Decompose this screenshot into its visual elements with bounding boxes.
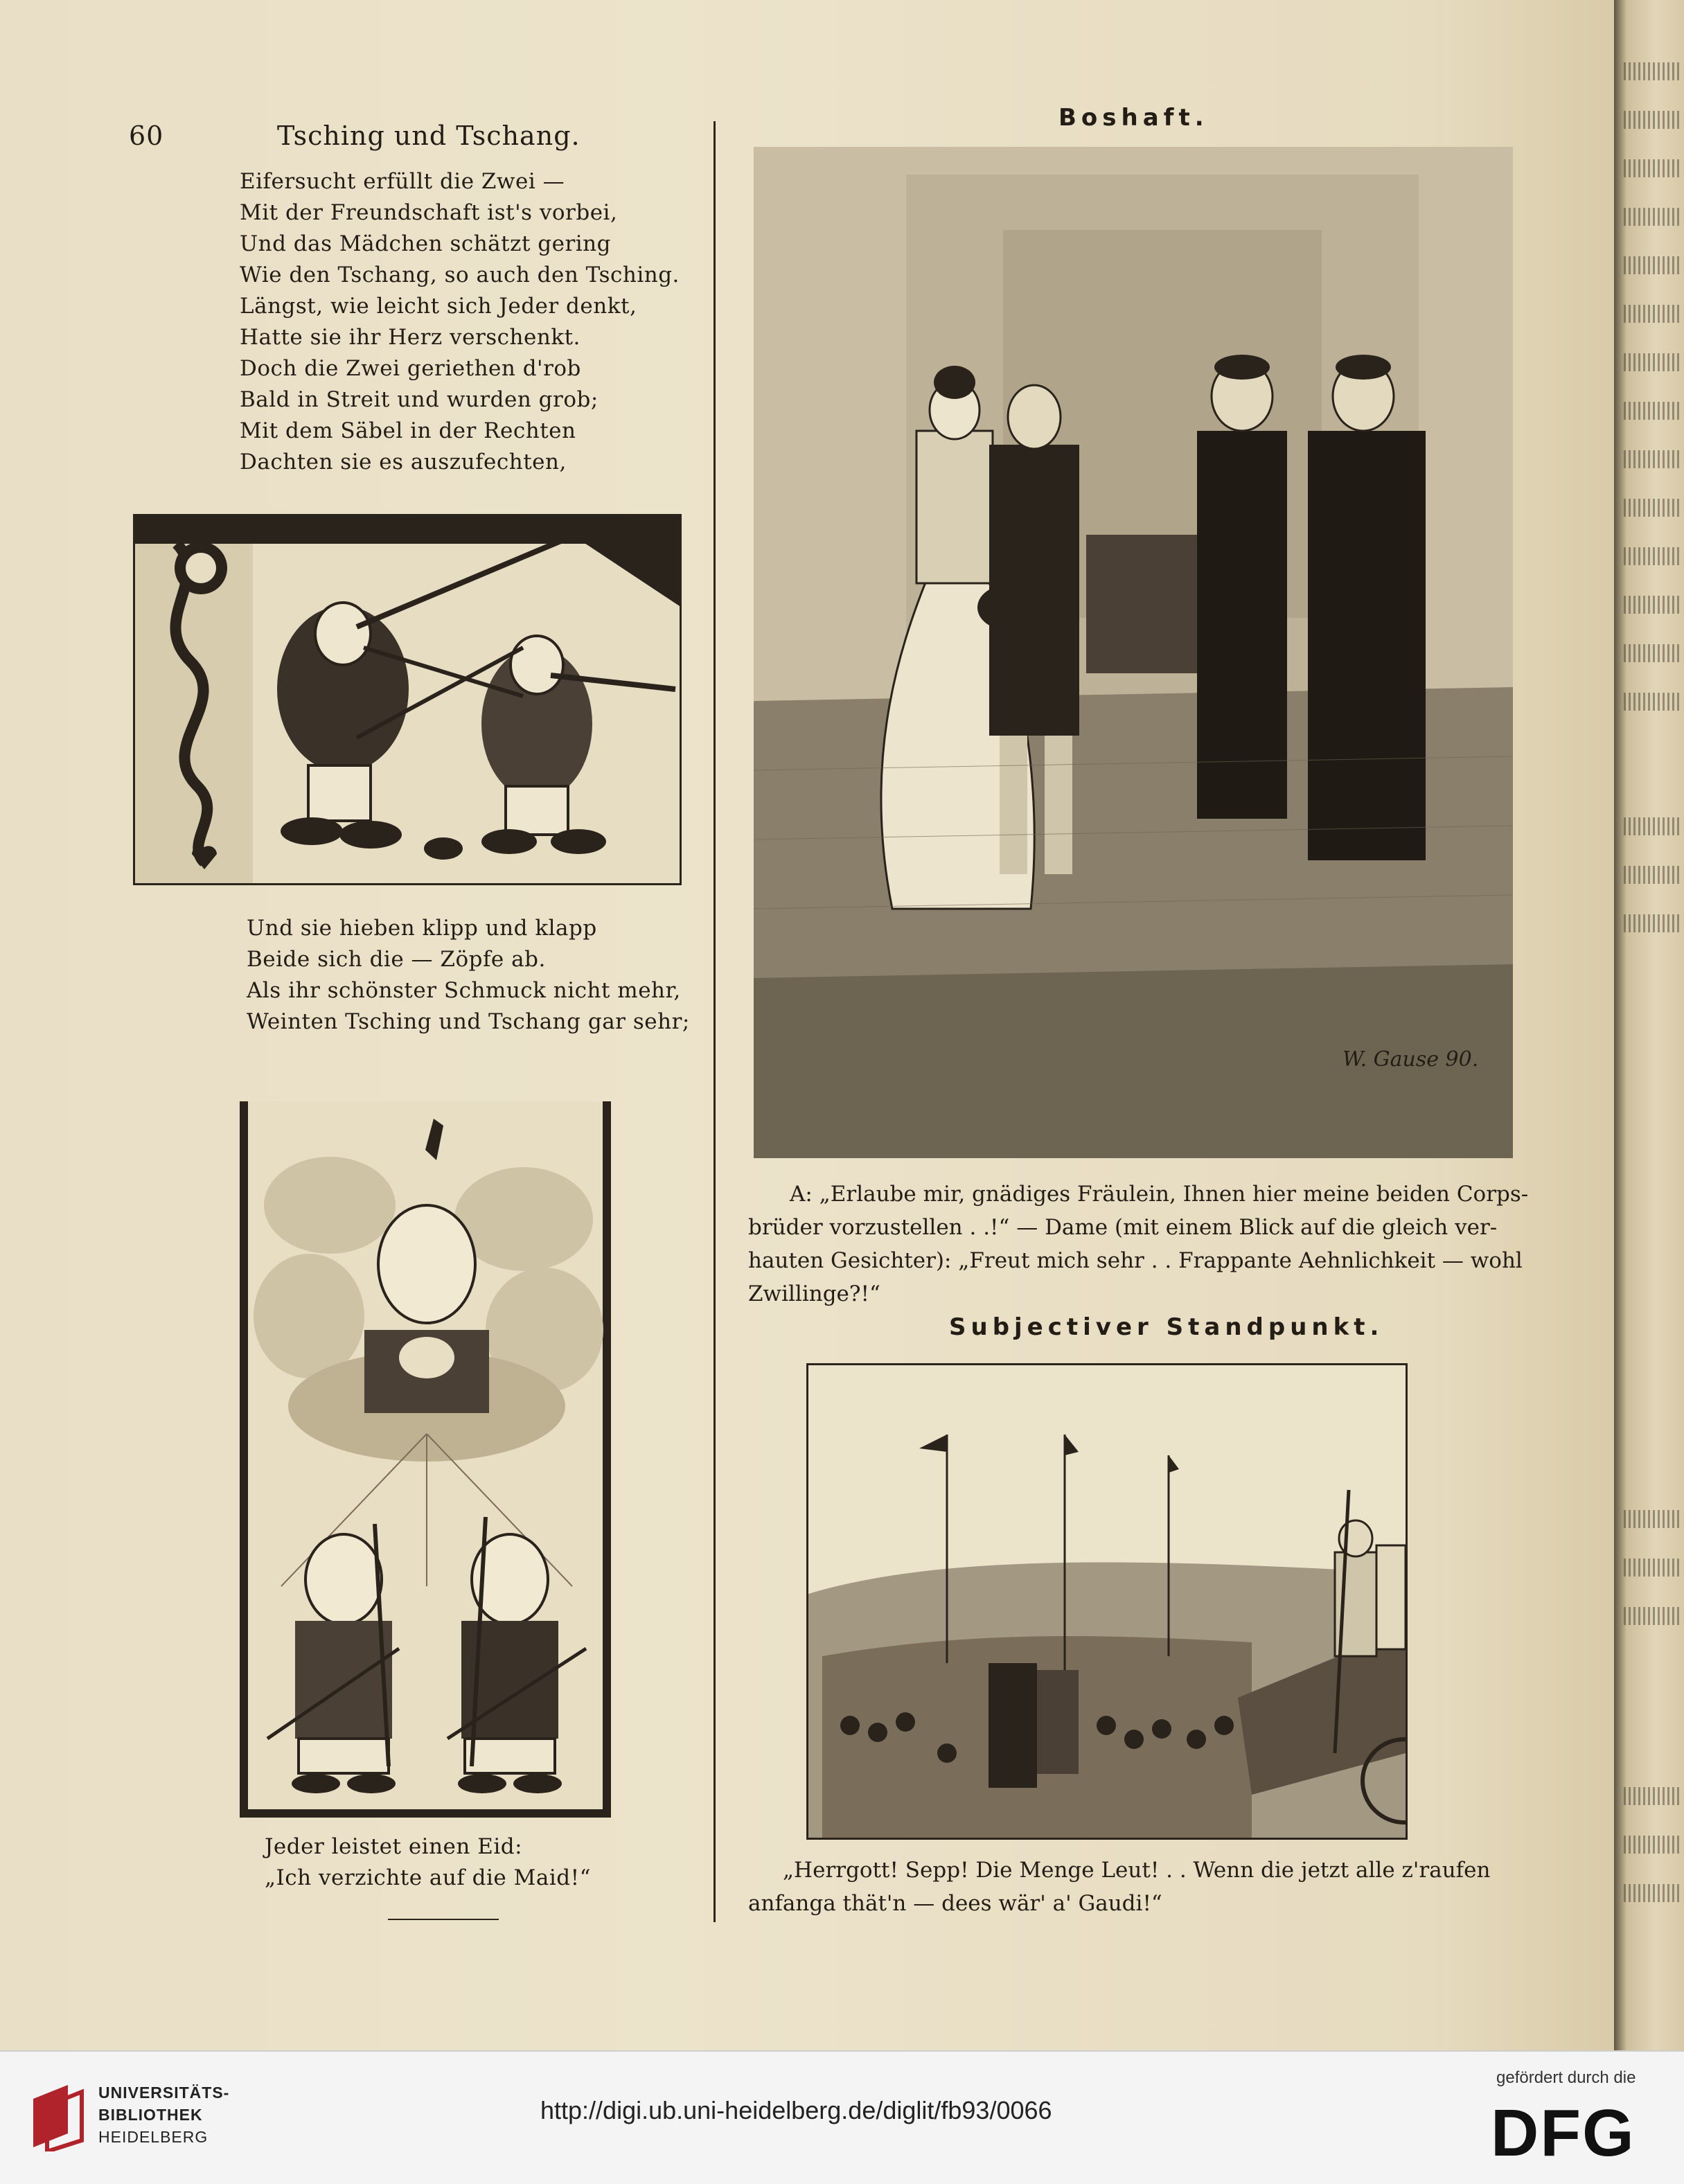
caption-line: Zwillinge?!“ [748, 1281, 880, 1306]
verse-block-3 [265, 1831, 591, 1894]
boshaft-drawing [754, 147, 1513, 1158]
library-logo-icon [26, 2085, 85, 2151]
funding-text: gefördert durch die [1496, 2068, 1636, 2087]
verse-line: Als ihr schönster Schmuck nicht mehr, [247, 978, 681, 1003]
caption-line: brüder vorzustellen . .!“ — Dame (mit einem Blick auf die gleich ver- [748, 1215, 1498, 1240]
cartoon-title-boshaft: Boshaft. [1058, 104, 1209, 132]
verse-line: Mit dem Säbel in der Rechten [240, 418, 576, 443]
permalink-url[interactable]: http://digi.ub.uni-heidelberg.de/diglit/fb93/0066 [540, 2096, 1052, 2124]
verse-line: Und sie hieben klipp und klapp [247, 916, 597, 941]
adjacent-page-edge [1614, 0, 1684, 2050]
sword-fight-drawing [135, 516, 680, 883]
caption-boshaft [748, 1178, 1529, 1311]
verse-line: Weinten Tsching und Tschang gar sehr; [247, 1009, 690, 1034]
caption-line: „Herrgott! Sepp! Die Menge Leut! . . Wenn die jetzt alle z'raufen [783, 1858, 1491, 1883]
verse-block-2 [247, 913, 690, 1038]
verse-line: Doch die Zwei geriethen d'rob [240, 356, 581, 381]
caption-line: anfanga thät'n — dees wär' a' Gaudi!“ [748, 1891, 1162, 1916]
section-end-rule [388, 1919, 499, 1920]
poem-heading: Tsching und Tschang. [277, 121, 580, 151]
illustration-sword-fight [133, 514, 682, 885]
standpunkt-drawing [808, 1365, 1406, 1838]
verse-line: Beide sich die — Zöpfe ab. [247, 947, 546, 972]
illustration-standpunkt [806, 1363, 1408, 1840]
page-number: 60 [129, 121, 164, 151]
library-name-line-2: BIBLIOTHEK [98, 2106, 203, 2124]
caption-line: hauten Gesichter): „Freut mich sehr . . Frappante Aehnlichkeit — wohl [748, 1248, 1523, 1273]
verse-line: Mit der Freundschaft ist's vorbei, [240, 200, 618, 225]
caption-line: A: „Erlaube mir, gnädiges Fräulein, Ihnen hier meine beiden Corps- [790, 1182, 1529, 1207]
verse-line: „Ich verzichte auf die Maid!“ [265, 1865, 591, 1890]
illustration-vow [240, 1101, 611, 1818]
library-name-line-1: UNIVERSITÄTS- [98, 2084, 230, 2102]
viewer-footer [0, 2050, 1684, 2184]
verse-line: Dachten sie es auszufechten, [240, 450, 567, 474]
boshaft-signature: W. Gause 90. [1342, 1047, 1479, 1072]
verse-line: Wie den Tschang, so auch den Tsching. [240, 263, 680, 287]
verse-line: Eifersucht erfüllt die Zwei — [240, 169, 565, 194]
vow-drawing [240, 1101, 611, 1818]
cartoon-title-standpunkt: Subjectiver Standpunkt. [949, 1313, 1384, 1341]
dfg-logo: DFG [1491, 2096, 1636, 2170]
verse-block-1 [240, 166, 680, 478]
verse-line: Und das Mädchen schätzt gering [240, 231, 611, 256]
verse-line: Jeder leistet einen Eid: [265, 1834, 523, 1859]
caption-standpunkt [748, 1854, 1491, 1920]
illustration-boshaft [754, 147, 1513, 1158]
vow-signature: Meisenbach [534, 1795, 588, 1806]
verse-line: Längst, wie leicht sich Jeder denkt, [240, 294, 637, 319]
verse-line: Bald in Streit und wurden grob; [240, 387, 599, 412]
column-divider [714, 121, 716, 1922]
verse-line: Hatte sie ihr Herz verschenkt. [240, 325, 580, 350]
library-name-line-3: HEIDELBERG [98, 2128, 209, 2146]
